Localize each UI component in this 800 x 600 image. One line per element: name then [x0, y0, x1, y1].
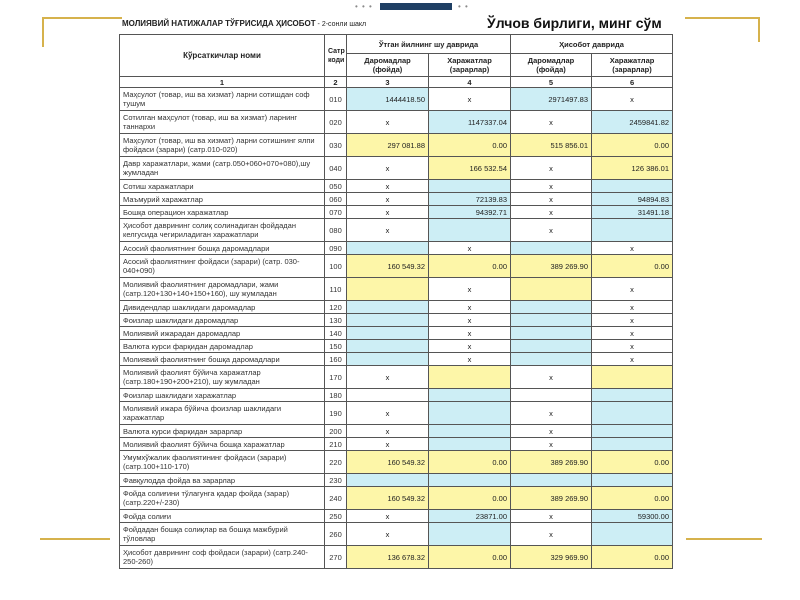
value-cell-col3[interactable] [347, 353, 429, 366]
value-cell-col6[interactable]: 0.00 [592, 255, 673, 278]
unit-title: Ўлчов бирлиги, минг сўм [487, 15, 662, 31]
row-indicator-name: Молиявий ижара бўйича фоизлар шаклидаги харажатлар [120, 402, 325, 425]
value-cell-col5[interactable] [511, 340, 592, 353]
value-cell-col6[interactable]: x [592, 314, 673, 327]
value-cell-col6[interactable]: x [592, 340, 673, 353]
value-cell-col3[interactable]: x [347, 425, 429, 438]
row-code: 040 [325, 157, 347, 180]
value-cell-col4[interactable]: x [429, 242, 511, 255]
row-indicator-name: Фавқулодда фойда ва зарарлар [120, 474, 325, 487]
table-row [120, 353, 673, 366]
gold-line-bottom-right [686, 538, 762, 540]
value-cell-col4[interactable]: x [429, 340, 511, 353]
value-cell-col5[interactable] [511, 474, 592, 487]
row-code: 170 [325, 366, 347, 389]
value-cell-col4[interactable] [429, 438, 511, 451]
table-row [120, 523, 673, 546]
row-indicator-name: Сотиш харажатлари [120, 180, 325, 193]
row-indicator-name: Маҳсулот (товар, иш ва хизмат) ларни сотишнинг ялпи фойдаси (зарари) (сатр.010-020) [120, 134, 325, 157]
value-cell-col4[interactable]: x [429, 88, 511, 111]
value-cell-col4[interactable]: 0.00 [429, 255, 511, 278]
table-row [120, 88, 673, 111]
nav-dots-left: • • • [355, 2, 373, 11]
row-indicator-name: Молиявий ижарадан даромадлар [120, 327, 325, 340]
table-row [120, 402, 673, 425]
table-row [120, 219, 673, 242]
value-cell-col4[interactable] [429, 425, 511, 438]
col-number-3: 3 [347, 77, 429, 88]
row-indicator-name: Дивидендлар шаклидаги даромадлар [120, 301, 325, 314]
table-row [120, 180, 673, 193]
row-code: 060 [325, 193, 347, 206]
value-cell-col3[interactable]: x [347, 402, 429, 425]
value-cell-col4[interactable]: 72139.83 [429, 193, 511, 206]
value-cell-col4[interactable]: x [429, 327, 511, 340]
value-cell-col5[interactable]: x [511, 157, 592, 180]
value-cell-col6[interactable] [592, 474, 673, 487]
value-cell-col6[interactable]: 59300.00 [592, 510, 673, 523]
value-cell-col4[interactable] [429, 474, 511, 487]
value-cell-col6[interactable]: x [592, 301, 673, 314]
value-cell-col5[interactable] [511, 242, 592, 255]
row-indicator-name: Сотилган маҳсулот (товар, иш ва хизмат) ларнинг таннархи [120, 111, 325, 134]
value-cell-col5[interactable]: x [511, 438, 592, 451]
value-cell-col3[interactable]: 160 549.32 [347, 451, 429, 474]
value-cell-col4[interactable]: 23871.00 [429, 510, 511, 523]
value-cell-col5[interactable]: x [511, 219, 592, 242]
row-code: 020 [325, 111, 347, 134]
value-cell-col5[interactable]: x [511, 510, 592, 523]
header-prev-period: Ўтган йилнинг шу даврида [347, 35, 511, 54]
value-cell-col6[interactable]: x [592, 353, 673, 366]
col-number-1: 1 [120, 77, 325, 88]
value-cell-col3[interactable]: x [347, 193, 429, 206]
row-code: 230 [325, 474, 347, 487]
table-row [120, 546, 673, 569]
value-cell-col3[interactable]: x [347, 523, 429, 546]
row-code: 090 [325, 242, 347, 255]
value-cell-col5[interactable] [511, 353, 592, 366]
value-cell-col4[interactable]: 94392.71 [429, 206, 511, 219]
value-cell-col6[interactable] [592, 402, 673, 425]
row-indicator-name: Фойдадан бошқа солиқлар ва бошқа мажбурий тўловлар [120, 523, 325, 546]
value-cell-col4[interactable]: 0.00 [429, 487, 511, 510]
top-scroll-bar[interactable] [380, 3, 452, 10]
value-cell-col4[interactable]: 166 532.54 [429, 157, 511, 180]
row-code: 200 [325, 425, 347, 438]
table-row [120, 510, 673, 523]
value-cell-col6[interactable] [592, 180, 673, 193]
gold-line-bottom-left [40, 538, 110, 540]
value-cell-col3[interactable] [347, 340, 429, 353]
value-cell-col5[interactable]: x [511, 402, 592, 425]
row-code: 260 [325, 523, 347, 546]
report-form-label: - 2-сонли шакл [315, 21, 367, 28]
row-indicator-name: Бошқа операцион харажатлар [120, 206, 325, 219]
row-indicator-name: Молиявий фаолият бўйича бошқа харажатлар [120, 438, 325, 451]
value-cell-col4[interactable]: 0.00 [429, 546, 511, 569]
value-cell-col3[interactable]: 136 678.32 [347, 546, 429, 569]
value-cell-col5[interactable]: 389 269.90 [511, 487, 592, 510]
row-code: 180 [325, 389, 347, 402]
value-cell-col4[interactable] [429, 523, 511, 546]
row-indicator-name: Молиявий фаолиятнинг даромадлари, жами (сатр.120+130+140+150+160), шу жумладан [120, 278, 325, 301]
value-cell-col3[interactable]: x [347, 438, 429, 451]
row-code: 130 [325, 314, 347, 327]
value-cell-col6[interactable]: x [592, 278, 673, 301]
gold-line-top-left [42, 17, 122, 19]
row-indicator-name: Ҳисобот даврининг соф фойдаси (зарари) (сатр.240-250-260) [120, 546, 325, 569]
value-cell-col6[interactable]: x [592, 327, 673, 340]
table-row [120, 438, 673, 451]
value-cell-col4[interactable] [429, 402, 511, 425]
value-cell-col6[interactable]: 2459841.82 [592, 111, 673, 134]
value-cell-col6[interactable] [592, 425, 673, 438]
value-cell-col5[interactable] [511, 278, 592, 301]
row-code: 150 [325, 340, 347, 353]
row-code: 140 [325, 327, 347, 340]
value-cell-col6[interactable]: 0.00 [592, 134, 673, 157]
row-code: 270 [325, 546, 347, 569]
value-cell-col3[interactable] [347, 474, 429, 487]
col-number-2: 2 [325, 77, 347, 88]
value-cell-col3[interactable]: x [347, 180, 429, 193]
table-row [120, 134, 673, 157]
gold-line-left-vertical [42, 17, 44, 47]
row-code: 240 [325, 487, 347, 510]
table-row [120, 425, 673, 438]
table-row [120, 278, 673, 301]
value-cell-col5[interactable]: x [511, 523, 592, 546]
row-code: 030 [325, 134, 347, 157]
value-cell-col3[interactable]: 160 549.32 [347, 255, 429, 278]
value-cell-col3[interactable]: 160 549.32 [347, 487, 429, 510]
value-cell-col3[interactable] [347, 301, 429, 314]
row-indicator-name: Фоизлар шаклидаги харажатлар [120, 389, 325, 402]
table-row [120, 389, 673, 402]
report-title-main: МОЛИЯВИЙ НАТИЖАЛАР ТЎҒРИСИДА ҲИСОБОТ [122, 19, 316, 28]
value-cell-col4[interactable]: x [429, 353, 511, 366]
row-code: 190 [325, 402, 347, 425]
value-cell-col6[interactable]: 0.00 [592, 487, 673, 510]
table-row [120, 366, 673, 389]
gold-line-top-right [685, 17, 760, 19]
value-cell-col3[interactable]: 1444418.50 [347, 88, 429, 111]
row-code: 220 [325, 451, 347, 474]
row-indicator-name: Асосий фаолиятнинг бошқа даромадлари [120, 242, 325, 255]
value-cell-col5[interactable]: 329 969.90 [511, 546, 592, 569]
row-indicator-name: Маҳсулот (товар, иш ва хизмат) ларни сотишдан соф тушум [120, 88, 325, 111]
table-row [120, 314, 673, 327]
value-cell-col5[interactable]: 389 269.90 [511, 451, 592, 474]
value-cell-col3[interactable]: x [347, 157, 429, 180]
value-cell-col6[interactable]: 94894.83 [592, 193, 673, 206]
header-prev-income: Даромадлар (фойда) [347, 54, 429, 77]
value-cell-col3[interactable] [347, 242, 429, 255]
col-number-6: 6 [592, 77, 673, 88]
row-indicator-name: Маъмурий харажатлар [120, 193, 325, 206]
value-cell-col3[interactable]: x [347, 219, 429, 242]
value-cell-col3[interactable] [347, 327, 429, 340]
value-cell-col6[interactable] [592, 219, 673, 242]
row-code: 080 [325, 219, 347, 242]
row-indicator-name: Давр харажатлари, жами (сатр.050+060+070+080),шу жумладан [120, 157, 325, 180]
value-cell-col5[interactable]: 515 856.01 [511, 134, 592, 157]
row-code: 210 [325, 438, 347, 451]
value-cell-col6[interactable]: 0.00 [592, 546, 673, 569]
value-cell-col5[interactable] [511, 327, 592, 340]
table-row [120, 193, 673, 206]
value-cell-col5[interactable] [511, 389, 592, 402]
value-cell-col3[interactable] [347, 314, 429, 327]
row-code: 100 [325, 255, 347, 278]
value-cell-col6[interactable]: 0.00 [592, 451, 673, 474]
row-indicator-name: Фойда солиғини тўлагунга қадар фойда (зарар) (сатр.220+/-230) [120, 487, 325, 510]
value-cell-col3[interactable]: x [347, 111, 429, 134]
table-row [120, 255, 673, 278]
header-report-period: Ҳисобот даврида [511, 35, 673, 54]
value-cell-col3[interactable]: x [347, 206, 429, 219]
row-code: 250 [325, 510, 347, 523]
row-code: 010 [325, 88, 347, 111]
value-cell-col6[interactable]: x [592, 88, 673, 111]
value-cell-col5[interactable]: x [511, 366, 592, 389]
value-cell-col6[interactable] [592, 438, 673, 451]
col-number-4: 4 [429, 77, 511, 88]
value-cell-col4[interactable]: x [429, 301, 511, 314]
table-row [120, 242, 673, 255]
value-cell-col5[interactable]: x [511, 111, 592, 134]
value-cell-col4[interactable]: 0.00 [429, 451, 511, 474]
value-cell-col5[interactable]: x [511, 206, 592, 219]
table-row [120, 111, 673, 134]
value-cell-col5[interactable]: 2971497.83 [511, 88, 592, 111]
value-cell-col4[interactable]: 0.00 [429, 134, 511, 157]
table-row [120, 451, 673, 474]
value-cell-col4[interactable]: 1147337.04 [429, 111, 511, 134]
nav-dots-right: • • [458, 2, 469, 11]
row-code: 160 [325, 353, 347, 366]
header-indicator-name: Кўрсаткичлар номи [120, 35, 325, 77]
value-cell-col3[interactable] [347, 389, 429, 402]
value-cell-col5[interactable] [511, 314, 592, 327]
value-cell-col5[interactable]: x [511, 425, 592, 438]
value-cell-col3[interactable]: 297 081.88 [347, 134, 429, 157]
header-prev-expenses: Харажатлар (зарарлар) [429, 54, 511, 77]
value-cell-col4[interactable] [429, 389, 511, 402]
value-cell-col4[interactable]: x [429, 278, 511, 301]
value-cell-col6[interactable] [592, 389, 673, 402]
col-number-5: 5 [511, 77, 592, 88]
gold-line-right-vertical [758, 17, 760, 42]
row-indicator-name: Ҳисобот даврининг солиқ солинадиган фойдадан келгусида чегириладиган харажатлари [120, 219, 325, 242]
table-row [120, 340, 673, 353]
value-cell-col6[interactable]: x [592, 242, 673, 255]
header-report-expenses: Харажатлар (зарарлар) [592, 54, 673, 77]
value-cell-col3[interactable]: x [347, 510, 429, 523]
value-cell-col4[interactable]: x [429, 314, 511, 327]
value-cell-col3[interactable] [347, 278, 429, 301]
value-cell-col6[interactable] [592, 523, 673, 546]
table-row [120, 327, 673, 340]
value-cell-col6[interactable]: 31491.18 [592, 206, 673, 219]
report-title [122, 19, 366, 28]
row-indicator-name: Молиявий фаолиятнинг бошқа даромадлари [120, 353, 325, 366]
row-indicator-name: Фоизлар шаклидаги даромадлар [120, 314, 325, 327]
row-code: 110 [325, 278, 347, 301]
table-row [120, 474, 673, 487]
row-code: 050 [325, 180, 347, 193]
value-cell-col3[interactable]: x [347, 366, 429, 389]
value-cell-col5[interactable]: x [511, 193, 592, 206]
value-cell-col5[interactable]: 389 269.90 [511, 255, 592, 278]
row-indicator-name: Валюта курси фарқидан зарарлар [120, 425, 325, 438]
row-indicator-name: Валюта курси фарқидан даромадлар [120, 340, 325, 353]
table-row [120, 487, 673, 510]
table-row [120, 301, 673, 314]
row-indicator-name: Фойда солиғи [120, 510, 325, 523]
header-row-code: Сатр коди [325, 35, 347, 77]
row-code: 070 [325, 206, 347, 219]
row-indicator-name: Умумхўжалик фаолиятининг фойдаси (зарари) (сатр.100+110-170) [120, 451, 325, 474]
value-cell-col4[interactable] [429, 219, 511, 242]
table-row [120, 206, 673, 219]
value-cell-col5[interactable] [511, 301, 592, 314]
value-cell-col4[interactable] [429, 366, 511, 389]
value-cell-col6[interactable] [592, 366, 673, 389]
value-cell-col5[interactable]: x [511, 180, 592, 193]
row-indicator-name: Молиявий фаолият бўйича харажатлар (сатр.180+190+200+210), шу жумладан [120, 366, 325, 389]
row-code: 120 [325, 301, 347, 314]
value-cell-col6[interactable]: 126 386.01 [592, 157, 673, 180]
value-cell-col4[interactable] [429, 180, 511, 193]
financial-results-table [119, 34, 673, 569]
table-row [120, 157, 673, 180]
header-report-income: Даромадлар (фойда) [511, 54, 592, 77]
row-indicator-name: Асосий фаолиятнинг фойдаси (зарари) (сатр. 030-040+090) [120, 255, 325, 278]
